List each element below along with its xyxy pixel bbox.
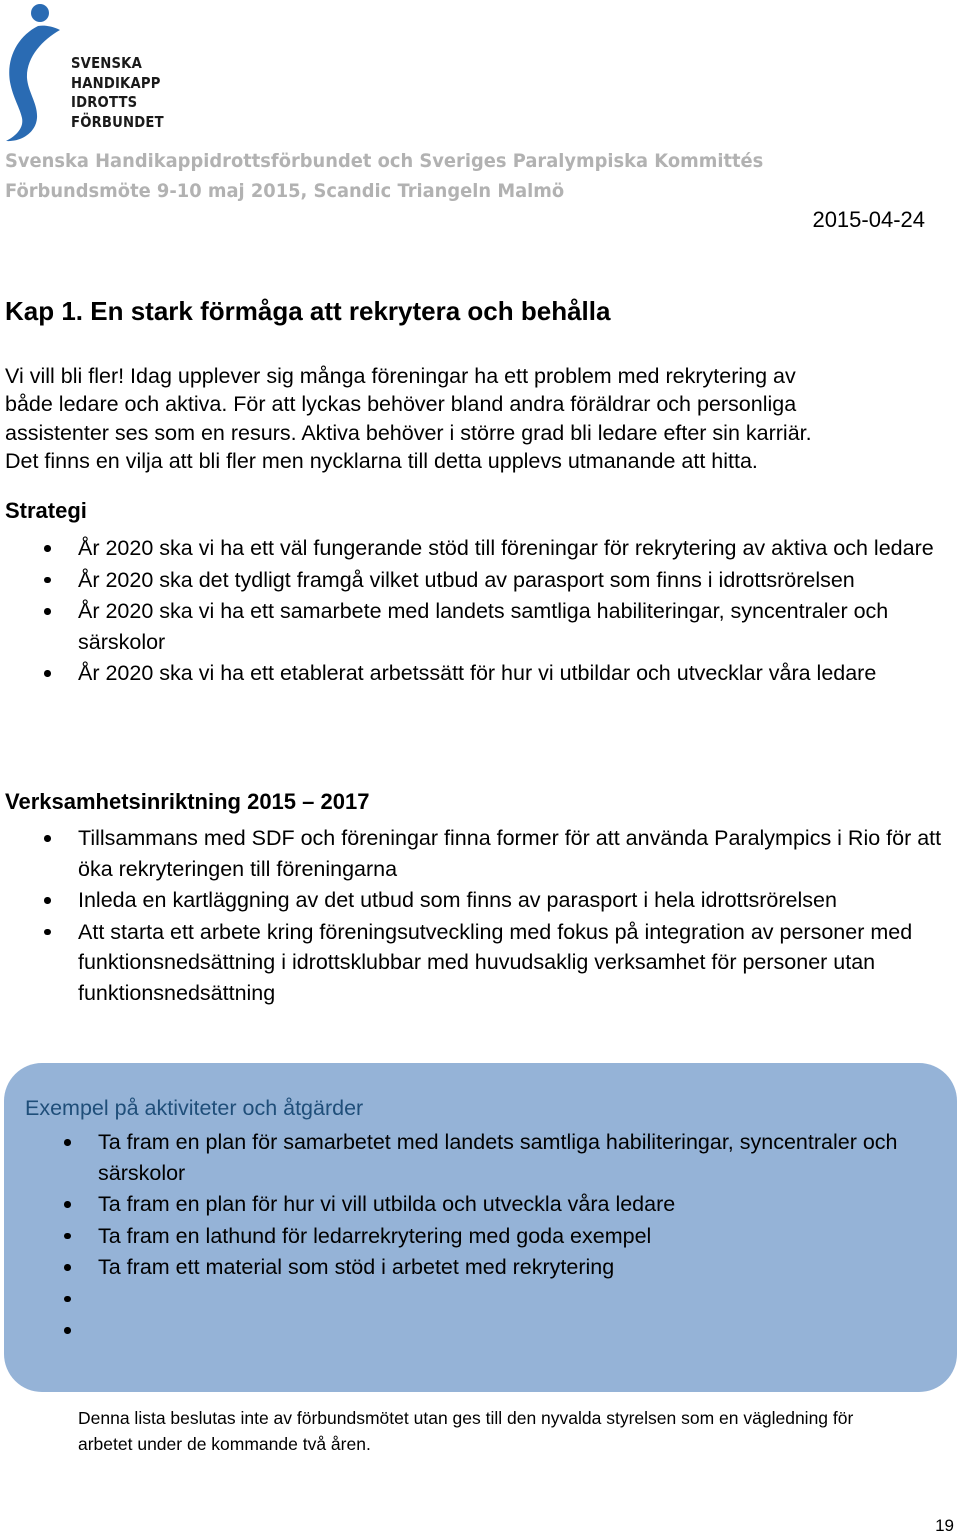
example-box-title: Exempel på aktiviteter och åtgärder <box>25 1096 364 1120</box>
bullet-icon <box>44 545 51 552</box>
list-item <box>5 823 955 884</box>
verksamhet-heading: Verksamhetsinriktning 2015 – 2017 <box>5 789 370 814</box>
verksamhet-list <box>5 823 955 1009</box>
list-item-text: År 2020 ska det tydligt framgå vilket utbud av parasport som finns i idrottsrörelsen <box>78 567 855 592</box>
organization-logo <box>0 0 200 145</box>
bullet-icon <box>44 835 51 842</box>
logo-line-3: IDROTTS <box>71 93 138 111</box>
bullet-icon <box>64 1327 71 1334</box>
list-item <box>5 658 955 689</box>
bullet-icon <box>64 1201 71 1208</box>
header-organization: Svenska Handikappidrottsförbundet och Sveriges Paralympiska Kommittés <box>5 150 764 172</box>
list-item <box>25 1315 945 1346</box>
bullet-icon <box>44 608 51 615</box>
bullet-icon <box>64 1139 71 1146</box>
list-item-text: Ta fram en plan för hur vi vill utbilda och utveckla våra ledare <box>98 1192 676 1216</box>
bullet-icon <box>44 670 51 677</box>
document-date: 2015-04-24 <box>812 207 925 232</box>
list-item-text: Inleda en kartläggning av det utbud som finns av parasport i hela idrottsrörelsen <box>78 888 837 912</box>
intro-line: assistenter ses som en resurs. Aktiva behöver i större grad bli ledare efter sin karriär. <box>5 420 812 445</box>
list-item <box>25 1189 945 1220</box>
intro-line: Vi vill bli fler! Idag upplever sig många föreningar ha ett problem med rekrytering av <box>5 364 796 388</box>
list-item-text: Ta fram en lathund för ledarrekrytering med goda exempel <box>98 1223 652 1248</box>
bullet-icon <box>44 897 51 904</box>
bullet-icon <box>64 1296 71 1303</box>
list-item <box>25 1127 945 1188</box>
strategi-list <box>5 533 955 690</box>
list-item <box>25 1252 945 1283</box>
list-item <box>5 565 955 596</box>
intro-line: Det finns en vilja att bli fler men nycklarna till detta upplevs utmanande att hitta. <box>5 448 758 473</box>
list-item-text <box>98 1318 104 1342</box>
list-item <box>25 1284 945 1315</box>
list-item <box>25 1221 945 1252</box>
bullet-icon <box>64 1233 71 1240</box>
intro-line: både ledare och aktiva. För att lyckas behöver bland andra föräldrar och personliga <box>5 392 797 417</box>
logo-line-4: FÖRBUNDET <box>71 112 164 131</box>
page-number: 19 <box>935 1516 954 1535</box>
bullet-icon <box>64 1264 71 1271</box>
list-item-text: Ta fram en plan för samarbetet med landets samtliga habiliteringar, syncentraler och särskolor <box>98 1130 898 1185</box>
logo-wordmark <box>71 54 164 132</box>
list-item-text: Ta fram ett material som stöd i arbetet med rekrytering <box>98 1255 615 1279</box>
list-item-text: År 2020 ska vi ha ett väl fungerande stöd till föreningar för rekrytering av aktiva och ledare <box>78 536 934 560</box>
footnote: Denna lista beslutas inte av förbundsmötet utan ges till den nyvalda styrelsen som en vägledning för arbetet under de kommande två åren. <box>78 1408 854 1454</box>
header-meeting: Förbundsmöte 9-10 maj 2015, Scandic Triangeln Malmö <box>5 180 565 202</box>
list-item <box>5 885 955 916</box>
logo-line-2: HANDIKAPP <box>71 73 161 92</box>
list-item-text: Tillsammans med SDF och föreningar finna former för att använda Paralympics i Rio för att öka rekryteringen till föreningarna <box>78 826 942 881</box>
paralympic-figure-icon <box>0 0 80 145</box>
bullet-icon <box>44 577 51 584</box>
list-item <box>5 596 955 657</box>
list-item-text: Att starta ett arbete kring föreningsutveckling med fokus på integration av personer med funktionsnedsättning i idrottsklubbar med huvudsaklig verksamhet för personer utan funktionsnedsättning <box>78 919 913 1005</box>
list-item-text <box>98 1287 104 1311</box>
list-item <box>5 917 955 1009</box>
list-item-text: År 2020 ska vi ha ett samarbete med landets samtliga habiliteringar, syncentraler och särskolor <box>78 599 889 654</box>
list-item <box>5 533 955 564</box>
intro-paragraph <box>5 362 945 475</box>
bullet-icon <box>44 929 51 936</box>
example-list <box>25 1127 945 1347</box>
chapter-title: Kap 1. En stark förmåga att rekrytera och behålla <box>5 296 611 326</box>
strategi-heading: Strategi <box>5 498 87 523</box>
logo-line-1: SVENSKA <box>71 54 142 72</box>
list-item-text: År 2020 ska vi ha ett etablerat arbetssätt för hur vi utbildar och utvecklar våra ledare <box>78 661 877 685</box>
